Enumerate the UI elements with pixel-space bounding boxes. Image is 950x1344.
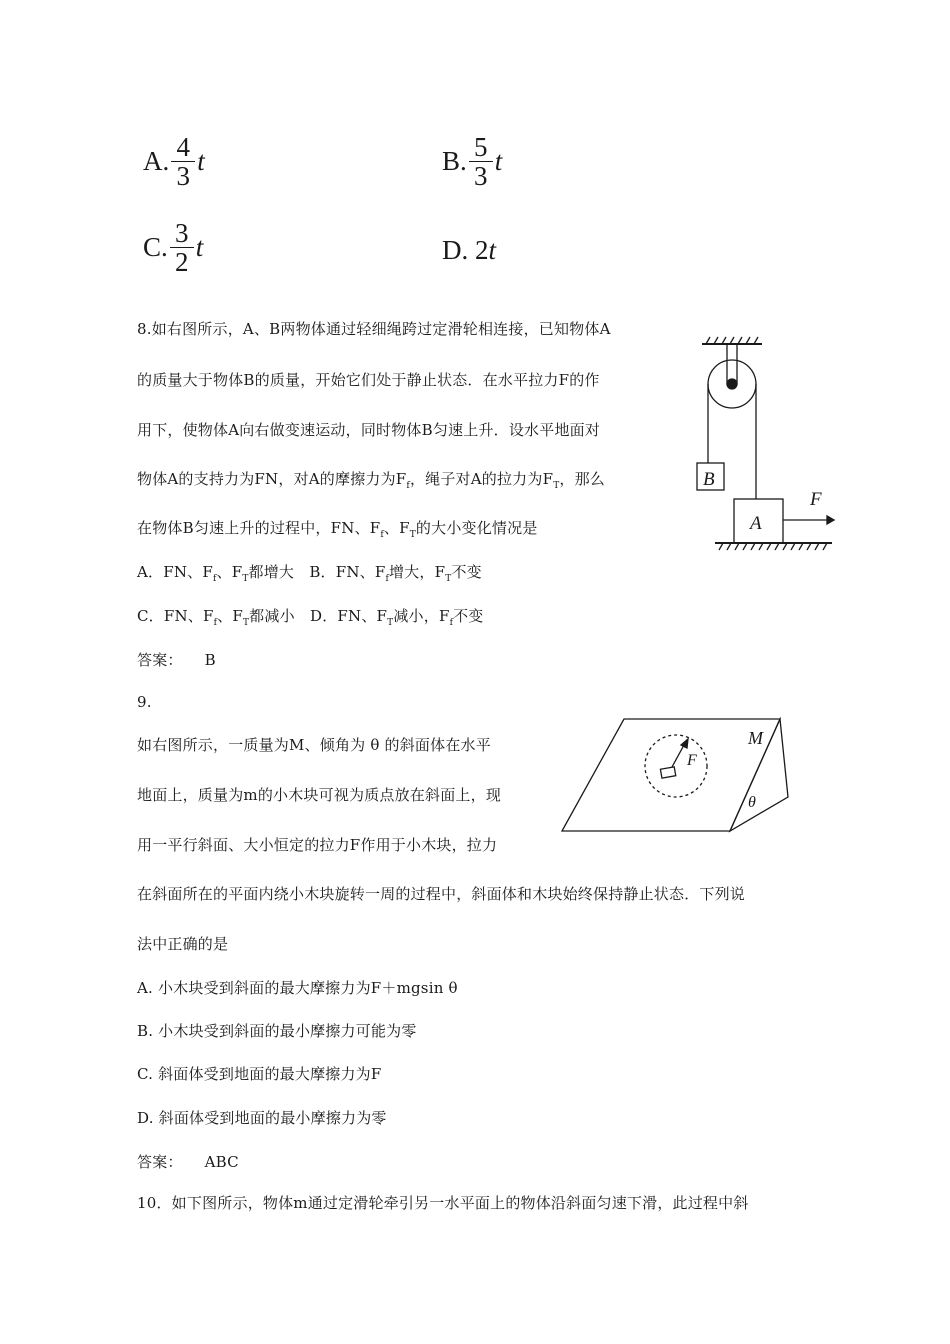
q7-option-a-fraction	[171, 133, 195, 190]
q7-option-b-denominator: 3	[474, 161, 488, 191]
q7-option-c-numerator: 3	[175, 218, 189, 248]
q9-option-d: D. 斜面体受到地面的最小摩擦力为零	[137, 1109, 387, 1127]
q7-option-c	[143, 219, 203, 276]
q9-line-4: 在斜面所在的平面内绕小木块旋转一周的过程中，斜面体和木块始终保持静止状态．下列说	[137, 885, 746, 903]
q9-option-c: C. 斜面体受到地面的最大摩擦力为F	[137, 1065, 382, 1083]
q7-option-d-label: D.	[442, 235, 469, 265]
q7-option-a	[143, 133, 205, 190]
q7-option-c-denominator: 2	[175, 247, 189, 277]
q7-option-b-var: t	[494, 146, 503, 176]
q7-option-a-label: A.	[143, 146, 170, 176]
q8-line-1: 8.如右图所示，A、B两物体通过轻细绳跨过定滑轮相连接，已知物体A	[137, 320, 611, 338]
q9-line-5: 法中正确的是	[137, 935, 229, 953]
q7-option-d-value: 2	[475, 235, 489, 265]
q7-option-a-var: t	[197, 146, 205, 176]
q9-diagram-label-m: M	[748, 728, 763, 748]
q7-option-c-var: t	[195, 232, 204, 262]
q9-option-a: A. 小木块受到斜面的最大摩擦力为F＋mgsin θ	[137, 979, 458, 997]
q8-line-2: 的质量大于物体B的质量，开始它们处于静止状态．在水平拉力F的作	[137, 371, 600, 389]
q9-incline-diagram	[558, 712, 798, 836]
q9-number: 9.	[137, 693, 152, 711]
q9-answer: 答案： ABC	[137, 1153, 239, 1171]
q9-diagram-label-theta: θ	[748, 794, 756, 811]
q7-option-b-label: B.	[442, 146, 467, 176]
q7-option-b	[442, 133, 502, 190]
q7-option-d-var: t	[488, 235, 497, 265]
q9-diagram-label-f: F	[687, 752, 697, 769]
q7-option-b-fraction	[469, 133, 493, 190]
q8-line-3: 用下，使物体A向右做变速运动，同时物体B匀速上升．设水平地面对	[137, 421, 601, 439]
q8-option-ab: A．FN、$F_f$、$F_T$都增大 B．FN、$F_f$增大，$F_T$不变	[137, 563, 482, 584]
q10-line-1: 10．如下图所示，物体m通过定滑轮牵引另一水平面上的物体沿斜面匀速下滑，此过程中斜	[137, 1194, 749, 1212]
q9-line-2: 地面上，质量为m的小木块可视为质点放在斜面上，现	[137, 786, 502, 804]
q7-option-c-fraction	[170, 219, 194, 276]
q8-answer: 答案： B	[137, 651, 216, 669]
q7-option-d	[442, 235, 496, 266]
q7-option-a-numerator: 4	[176, 132, 190, 162]
q7-option-b-numerator: 5	[474, 132, 488, 162]
q9-line-1: 如右图所示，一质量为M、倾角为 θ 的斜面体在水平	[137, 736, 491, 754]
q8-line-5: 在物体B匀速上升的过程中，FN、$F_f$、$F_T$的大小变化情况是	[137, 519, 538, 540]
q8-diagram-label-b: B	[703, 469, 715, 490]
q8-diagram-label-f: F	[810, 489, 822, 510]
q7-option-a-denominator: 3	[176, 161, 190, 191]
q9-line-3: 用一平行斜面、大小恒定的拉力F作用于小木块，拉力	[137, 836, 498, 854]
q9-option-b: B. 小木块受到斜面的最小摩擦力可能为零	[137, 1022, 417, 1040]
q8-option-cd: C．FN、$F_f$、$F_T$都减小 D．FN、$F_T$减小，$F_f$不变	[137, 607, 484, 628]
q7-option-c-label: C.	[143, 232, 168, 262]
q8-pulley-diagram	[690, 332, 840, 557]
q8-diagram-label-a: A	[750, 513, 762, 534]
q8-line-4: 物体A的支持力为FN，对A的摩擦力为$F_f$，绳子对A的拉力为$F_T$，那么	[137, 470, 606, 491]
